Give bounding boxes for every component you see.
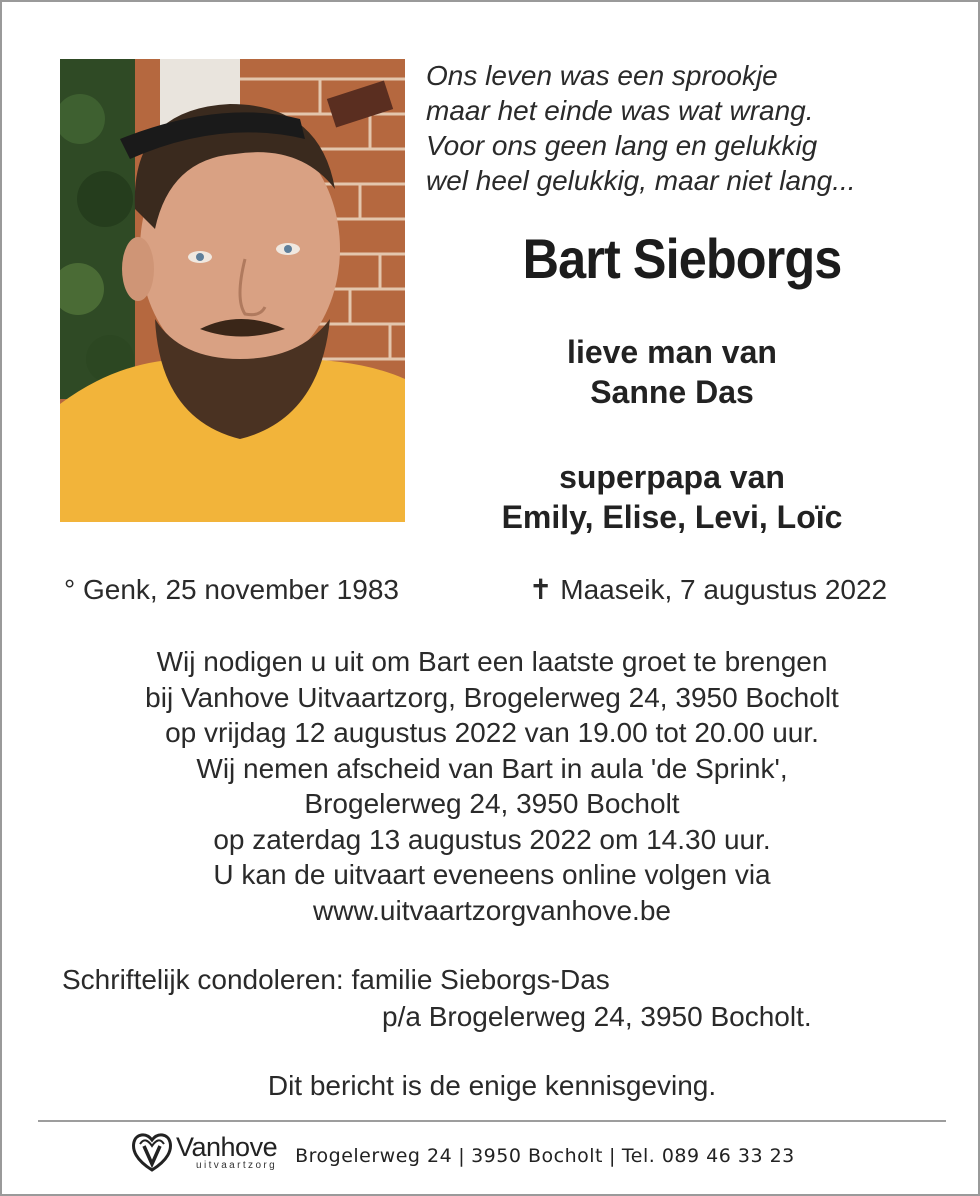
poem bbox=[426, 58, 946, 198]
contact-info bbox=[295, 1145, 795, 1167]
partner-relation bbox=[432, 332, 912, 412]
children-relation bbox=[432, 457, 912, 537]
partner-name: Sanne Das bbox=[590, 374, 754, 410]
partner-relation-label: lieve man van bbox=[567, 334, 777, 370]
invitation-line: op vrijdag 12 augustus 2022 van 19.00 tot 20.00 uur. bbox=[165, 717, 819, 748]
vanhove-heart-logo-icon bbox=[130, 1130, 174, 1174]
children-names: Emily, Elise, Levi, Loïc bbox=[501, 499, 843, 535]
invitation-line: bij Vanhove Uitvaartzorg, Brogelerweg 24, 3950 Bocholt bbox=[145, 681, 839, 713]
death-date: ✝ Maaseik, 7 augustus 2022 bbox=[529, 574, 888, 605]
funeral-home-footer bbox=[130, 1128, 795, 1176]
condolence-line: Schriftelijk condoleren: familie Sieborgs-Das bbox=[62, 964, 610, 995]
footer-phone: Tel. 089 46 33 23 bbox=[621, 1145, 795, 1167]
birth-date: ° Genk, 25 november 1983 bbox=[64, 574, 399, 605]
portrait-photo bbox=[60, 59, 405, 522]
deceased-name: Bart Sieborgs bbox=[522, 227, 842, 290]
invitation-line: op zaterdag 13 augustus 2022 om 14.30 uur. bbox=[213, 823, 771, 855]
children-relation-label: superpapa van bbox=[559, 459, 785, 495]
poem-line: Ons leven was een sprookje bbox=[426, 60, 778, 91]
divider bbox=[38, 1120, 946, 1122]
poem-line: maar het einde was wat wrang. bbox=[426, 95, 814, 126]
poem-line: Voor ons geen lang en gelukkig bbox=[426, 130, 818, 161]
condolence-address bbox=[62, 961, 942, 1035]
invitation-line: Wij nemen afscheid van Bart in aula 'de Sprink', bbox=[196, 752, 788, 784]
brand-subtitle: uitvaartzorg bbox=[196, 1159, 278, 1171]
brand-name: Vanhove bbox=[176, 1131, 278, 1162]
footer-city: 3950 Bocholt bbox=[471, 1145, 603, 1167]
poem-line: wel heel gelukkig, maar niet lang... bbox=[426, 165, 856, 196]
invitation-line: U kan de uitvaart eveneens online volgen via bbox=[213, 859, 771, 890]
invitation-line: Brogelerweg 24, 3950 Bocholt bbox=[304, 788, 680, 819]
footer-address: Brogelerweg 24 bbox=[295, 1145, 453, 1167]
website-text: www.uitvaartzorgvanhove.be bbox=[313, 894, 671, 926]
separator: | bbox=[609, 1145, 616, 1167]
invitation-text bbox=[42, 644, 942, 928]
invitation-line: Wij nodigen u uit om Bart een laatste groet te brengen bbox=[156, 646, 828, 677]
condolence-line: p/a Brogelerweg 24, 3950 Bocholt. bbox=[382, 1001, 812, 1032]
brand-logo bbox=[176, 1131, 278, 1171]
separator: | bbox=[458, 1145, 466, 1167]
notice-text: Dit bericht is de enige kennisgeving. bbox=[267, 1070, 717, 1101]
